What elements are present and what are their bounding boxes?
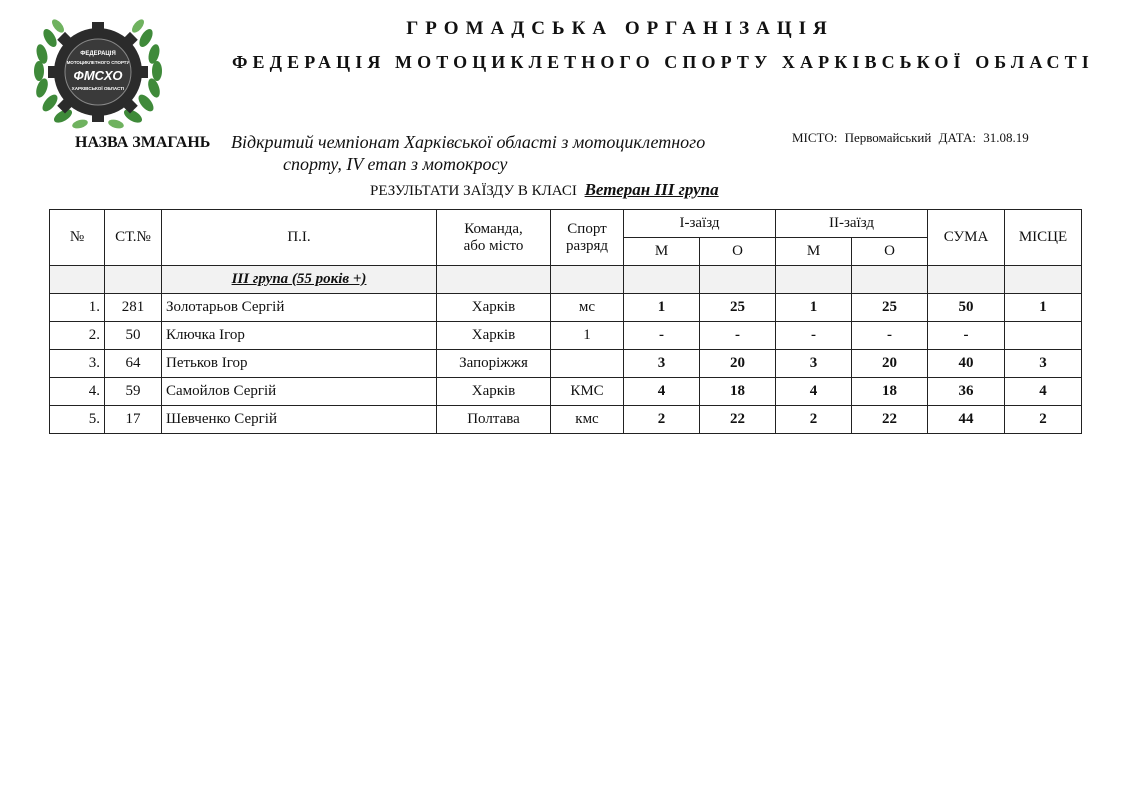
cell-m2: 3 xyxy=(776,350,852,378)
header-team-line2: або місто xyxy=(463,237,524,254)
header-no: № xyxy=(50,210,105,266)
cell-m1: 2 xyxy=(624,406,700,434)
table-row xyxy=(50,294,1082,322)
table-row xyxy=(50,406,1082,434)
cell-start: 64 xyxy=(105,350,162,378)
group-row xyxy=(50,266,1082,294)
cell-no: 2. xyxy=(50,322,105,350)
cell-o2: 25 xyxy=(852,294,928,322)
cell-start: 281 xyxy=(105,294,162,322)
header-rank-line2: разряд xyxy=(565,237,609,254)
cell-rank: 1 xyxy=(551,322,624,350)
logo-text-middle: МОТОЦИКЛЕТНОГО СПОРТУ xyxy=(66,60,130,65)
logo-abbr: ФМСХО xyxy=(73,68,123,83)
table-row xyxy=(50,322,1082,350)
logo-text-bottom: ХАРКІВСЬКОЇ ОБЛАСТІ xyxy=(71,86,125,91)
cell-team: Харків xyxy=(437,294,551,322)
cell-rank: мс xyxy=(551,294,624,322)
cell-name: Петьков Ігор xyxy=(162,350,437,378)
results-class: Ветеран III група xyxy=(584,180,719,199)
cell-rank: КМС xyxy=(551,378,624,406)
competition-label: НАЗВА ЗМАГАНЬ xyxy=(75,134,211,151)
cell-team: Харків xyxy=(437,378,551,406)
header-team xyxy=(437,210,551,266)
cell-m2: - xyxy=(776,322,852,350)
header-race2: ІІ-заїзд xyxy=(776,210,928,238)
cell-o1: 20 xyxy=(700,350,776,378)
cell-o2: 18 xyxy=(852,378,928,406)
cell-sum: - xyxy=(928,322,1005,350)
cell-name: Золотарьов Сергій xyxy=(162,294,437,322)
cell-sum: 44 xyxy=(928,406,1005,434)
cell-start: 59 xyxy=(105,378,162,406)
cell-o1: 25 xyxy=(700,294,776,322)
cell-sum: 50 xyxy=(928,294,1005,322)
header-race1-o: О xyxy=(700,238,776,266)
cell-sum: 36 xyxy=(928,378,1005,406)
cell-o2: 20 xyxy=(852,350,928,378)
cell-name: Самойлов Сергій xyxy=(162,378,437,406)
header-name: П.І. xyxy=(162,210,437,266)
cell-place: 3 xyxy=(1005,350,1082,378)
date-label: ДАТА: xyxy=(938,130,977,145)
cell-m2: 2 xyxy=(776,406,852,434)
cell-name: Ключка Ігор xyxy=(162,322,437,350)
cell-place: 4 xyxy=(1005,378,1082,406)
city-value: Первомайський xyxy=(844,130,932,145)
competition-name-line1: Відкритий чемпіонат Харківської області з мотоциклетного xyxy=(231,132,706,152)
federation-title: ФЕДЕРАЦІЯ МОТОЦИКЛЕТНОГО СПОРТУ ХАРКІВСЬКОЇ ОБЛАСТІ xyxy=(232,52,1094,72)
results-table xyxy=(49,209,1082,434)
cell-no: 1. xyxy=(50,294,105,322)
results-title-text: РЕЗУЛЬТАТИ ЗАЇЗДУ В КЛАСІ xyxy=(370,183,577,199)
cell-o1: 18 xyxy=(700,378,776,406)
header-race1-m: М xyxy=(624,238,700,266)
header-race1: І-заїзд xyxy=(624,210,776,238)
cell-m1: 4 xyxy=(624,378,700,406)
cell-rank: кмс xyxy=(551,406,624,434)
cell-o2: 22 xyxy=(852,406,928,434)
header-start-no: СТ.№ xyxy=(105,210,162,266)
cell-o1: 22 xyxy=(700,406,776,434)
cell-team: Запоріжжя xyxy=(437,350,551,378)
cell-m1: 3 xyxy=(624,350,700,378)
cell-no: 5. xyxy=(50,406,105,434)
cell-place: 2 xyxy=(1005,406,1082,434)
table-header-row xyxy=(50,210,1082,238)
header-rank-line1: Спорт xyxy=(567,220,607,237)
cell-m1: - xyxy=(624,322,700,350)
cell-team: Харків xyxy=(437,322,551,350)
results-title xyxy=(370,180,719,200)
cell-no: 4. xyxy=(50,378,105,406)
organization-title: ГРОМАДСЬКА ОРГАНІЗАЦІЯ xyxy=(406,18,834,39)
competition-name-line2: спорту, IV етап з мотокросу xyxy=(283,154,508,174)
cell-o2: - xyxy=(852,322,928,350)
cell-m1: 1 xyxy=(624,294,700,322)
cell-team: Полтава xyxy=(437,406,551,434)
logo-text-top: ФЕДЕРАЦІЯ xyxy=(80,51,116,57)
cell-no: 3. xyxy=(50,350,105,378)
cell-place: 1 xyxy=(1005,294,1082,322)
date-value: 31.08.19 xyxy=(983,130,1029,145)
header-race2-m: М xyxy=(776,238,852,266)
table-row xyxy=(50,350,1082,378)
header-team-line1: Команда, xyxy=(464,220,523,237)
cell-m2: 1 xyxy=(776,294,852,322)
cell-sum: 40 xyxy=(928,350,1005,378)
cell-o1: - xyxy=(700,322,776,350)
cell-place xyxy=(1005,322,1082,350)
federation-logo xyxy=(28,8,168,136)
group-name: III група (55 років +) xyxy=(162,266,437,294)
header-sum: СУМА xyxy=(928,210,1005,266)
cell-name: Шевченко Сергій xyxy=(162,406,437,434)
cell-rank xyxy=(551,350,624,378)
competition-name xyxy=(231,131,751,175)
cell-m2: 4 xyxy=(776,378,852,406)
header-place: МІСЦЕ xyxy=(1005,210,1082,266)
city-date-info xyxy=(792,130,1033,146)
cell-start: 50 xyxy=(105,322,162,350)
cell-start: 17 xyxy=(105,406,162,434)
city-label: МІСТО: xyxy=(792,130,838,145)
header-race2-o: О xyxy=(852,238,928,266)
table-row xyxy=(50,378,1082,406)
header-rank xyxy=(551,210,624,266)
